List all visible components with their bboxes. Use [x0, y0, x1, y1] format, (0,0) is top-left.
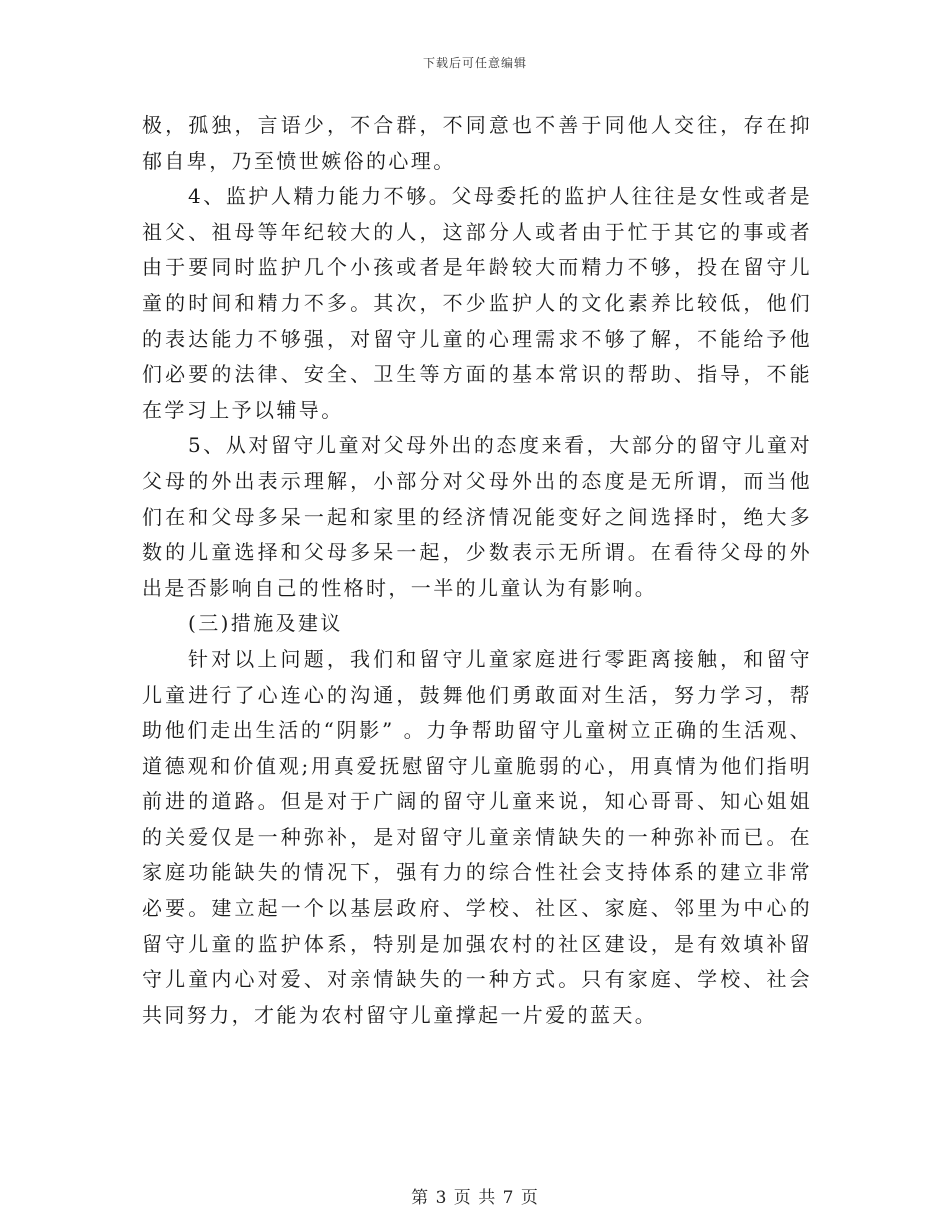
paragraph-continuation: 极，孤独，言语少，不合群，不同意也不善于同他人交往，存在抑郁自卑，乃至愤世嫉俗的心理。 [142, 113, 812, 173]
section-heading-measures: (三)措施及建议 [188, 611, 343, 636]
page-footer: 第 3 页 共 7 页 [411, 1188, 539, 1208]
paragraph-measures-suggestions: 针对以上问题，我们和留守儿童家庭进行零距离接触，和留守儿童进行了心连心的沟通，鼓舞他们勇敢面对生活，努力学习，帮助他们走出生活的“阴影” 。力争帮助留守儿童树立正确的生活观、道德观和价值观;用真爱抚慰留守儿童脆弱的心，用真情为他们指明前进的道路。但是对于广阔的留守儿童来说，知心哥哥、知心姐姐的关爱仅是一种弥补，是对留守儿童亲情缺失的一种弥补而已。在家庭功能缺失的情况下，强有力的综合性社会支持体系的建立非常必要。建立起一个以基层政府、学校、社区、家庭、邻里为中心的留守儿童的监护体系，特别是加强农村的社区建设，是有效填补留守儿童内心对爱、对亲情缺失的一种方式。只有家庭、学校、社会共同努力，才能为农村留守儿童撑起一片爱的蓝天。 [142, 646, 812, 1027]
paragraph-guardian-capacity: 4、监护人精力能力不够。父母委托的监护人往往是女性或者是祖父、祖母等年纪较大的人，这部分人或者由于忙于其它的事或者由于要同时监护几个小孩或者是年龄较大而精力不够，投在留守儿童的时间和精力不多。其次，不少监护人的文化素养比较低，他们的表达能力不够强，对留守儿童的心理需求不够了解，不能给予他们必要的法律、安全、卫生等方面的基本常识的帮助、指导，不能在学习上予以辅导。 [142, 184, 812, 422]
paragraph-attitude-toward-parents: 5、从对留守儿童对父母外出的态度来看，大部分的留守儿童对父母的外出表示理解，小部分对父母外出的态度是无所谓，而当他们在和父母多呆一起和家里的经济情况能变好之间选择时，绝大多数的儿童选择和父母多呆一起，少数表示无所谓。在看待父母的外出是否影响自己的性格时，一半的儿童认为有影响。 [142, 433, 812, 600]
document-body [142, 108, 812, 1033]
page-header: 下载后可任意编辑 [422, 56, 527, 70]
